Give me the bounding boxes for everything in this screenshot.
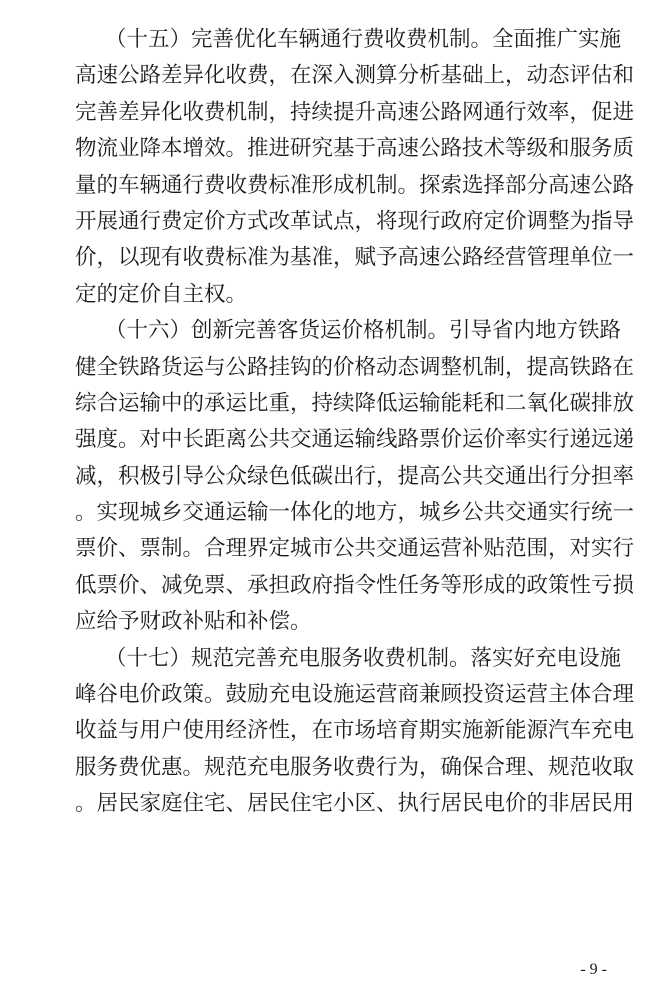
paragraph-line: 综合运输中的承运比重，持续降低运输能耗和二氧化碳排放: [75, 390, 635, 416]
paragraph-line: 量的车辆通行费收费标准形成机制。探索选择部分高速公路: [75, 172, 635, 198]
section-heading: （十五）完善优化车辆通行费收费机制。: [105, 27, 493, 52]
page-number: - 9 -: [580, 961, 607, 978]
paragraph-line: 物流业降本增效。推进研究基于高速公路技术等级和服务质: [75, 136, 635, 162]
paragraph-line: 峰谷电价政策。鼓励充电设施运营商兼顾投资运营主体合理: [75, 682, 635, 708]
paragraph-line: （十五）完善优化车辆通行费收费机制。全面推广实施: [105, 27, 622, 52]
paragraph-line: 健全铁路货运与公路挂钩的价格动态调整机制，提高铁路在: [75, 354, 635, 380]
paragraph-line: 开展通行费定价方式改革试点，将现行政府定价调整为指导: [75, 208, 635, 234]
section-17: [75, 641, 635, 823]
paragraph-line: 价，以现有收费标准为基准，赋予高速公路经营管理单位一: [75, 245, 635, 271]
paragraph-line: 收益与用户使用经济性，在市场培育期实施新能源汽车充电: [75, 718, 635, 744]
paragraph-line: （十六）创新完善客货运价格机制。引导省内地方铁路: [105, 318, 622, 344]
section-16: [75, 313, 635, 641]
paragraph-line: 应给予财政补贴和补偿。: [75, 609, 312, 635]
section-heading: （十六）创新完善客货运价格机制。: [105, 318, 450, 344]
paragraph-line: 服务费优惠。规范充电服务收费行为，确保合理、规范收取: [75, 754, 635, 780]
paragraph-line: 完善差异化收费机制，持续提升高速公路网通行效率，促进: [75, 99, 635, 125]
section-heading: （十七）规范完善充电服务收费机制。: [105, 645, 471, 671]
paragraph-line: （十七）规范完善充电服务收费机制。落实好充电设施: [105, 645, 622, 671]
paragraph-line: 票价、票制。合理界定城市公共交通运营补贴范围，对实行: [75, 536, 635, 562]
paragraph-line: 低票价、减免票、承担政府指令性任务等形成的政策性亏损: [75, 572, 635, 598]
paragraph-line: 高速公路差异化收费，在深入测算分析基础上，动态评估和: [75, 63, 635, 89]
paragraph-line: 减，积极引导公众绿色低碳出行，提高公共交通出行分担率: [75, 463, 635, 489]
paragraph-line: 。居民家庭住宅、居民住宅小区、执行居民电价的非居民用: [75, 791, 635, 817]
paragraph-line: 强度。对中长距离公共交通运输线路票价运价率实行递远递: [75, 427, 635, 453]
document-body: [75, 22, 635, 823]
paragraph-line: 定的定价自主权。: [75, 281, 248, 307]
section-15: [75, 22, 635, 313]
paragraph-line: 。实现城乡交通运输一体化的地方，城乡公共交通实行统一: [75, 500, 635, 526]
